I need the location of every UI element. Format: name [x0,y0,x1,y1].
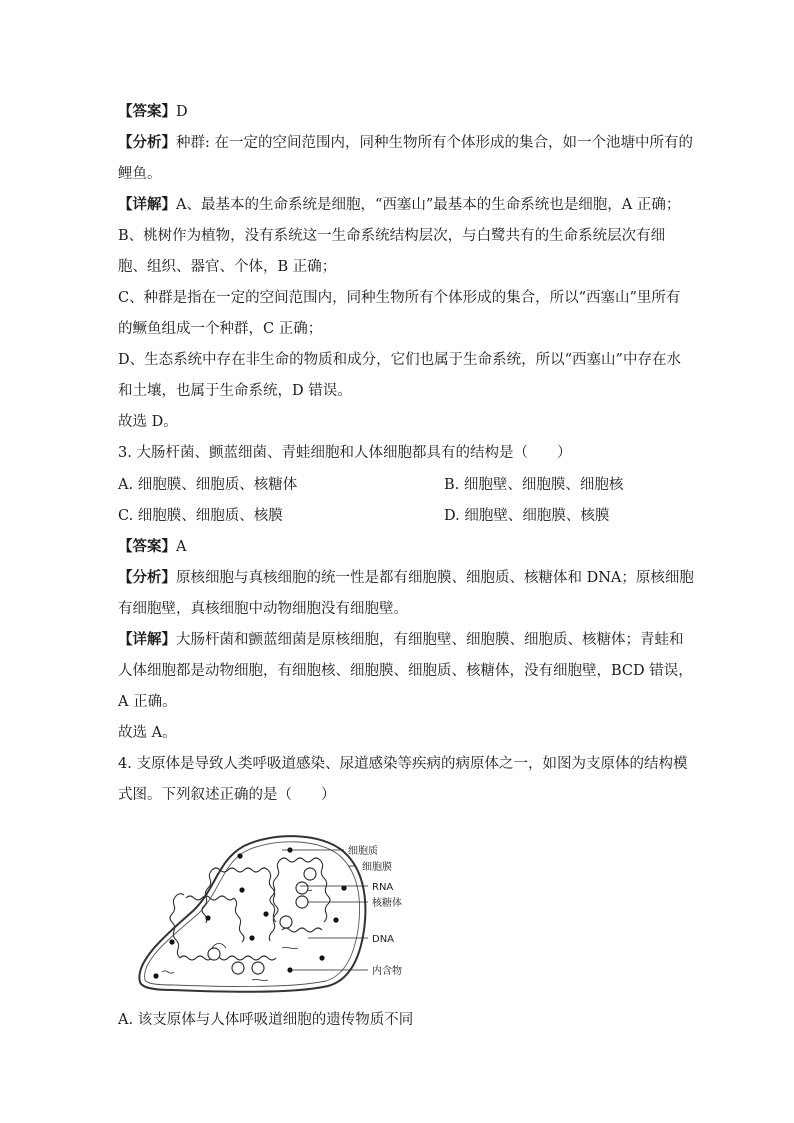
q2-detail-line-5: 的鳜鱼组成一个种群，C 正确； [118,321,323,337]
q3-option-c: C. 细胞膜、细胞质、核膜 [118,508,283,524]
mycoplasma-diagram [132,830,432,1000]
q2-answer: 【答案】D [118,103,188,120]
q3-detail-line-3: A 正确。 [118,694,177,710]
q3-stem: 3. 大肠杆菌、颤蓝细菌、青蛙细胞和人体细胞都具有的结构是（ ） [118,445,572,461]
q2-detail-line-7: 和土壤，也属于生命系统，D 错误。 [118,383,352,399]
label-dna: DNA [372,934,395,945]
q4-option-a: A. 该支原体与人体呼吸道细胞的遗传物质不同 [118,1012,414,1028]
label-cell-membrane: 细胞膜 [362,862,392,873]
q4-stem-line-1: 4. 支原体是导致人类呼吸道感染、尿道感染等疾病的病原体之一，如图为支原体的结构模 [118,756,688,772]
ribosomes [208,868,316,974]
label-ribosome: 核糖体 [372,898,402,909]
q3-option-a: A. 细胞膜、细胞质、核糖体 [118,477,298,493]
q3-analysis-line-2: 有细胞壁，真核细胞中动物细胞没有细胞壁。 [118,601,408,617]
q3-option-b: B. 细胞壁、细胞膜、细胞核 [444,477,624,493]
q3-conclusion: 故选 A。 [118,725,177,741]
q2-detail-line-6: D、生态系统中存在非生命的物质和成分，它们也属于生命系统，所以“西塞山”中存在水 [118,352,681,368]
q2-detail-line-2: B、桃树作为植物，没有系统这一生命系统结构层次，与白鹭共有的生命系统层次有细 [118,228,666,244]
inclusions [153,847,346,978]
q3-detail-line-2: 人体细胞都是动物细胞，有细胞核、细胞膜、细胞质、核糖体，没有细胞壁，BCD 错误， [118,663,693,679]
q2-detail-line-4: C、种群是指在一定的空间范围内，同种生物所有个体形成的集合，所以“西塞山”里所有 [118,290,681,306]
label-inclusion: 内含物 [372,966,402,977]
q2-analysis-line-2: 鲤鱼。 [118,166,162,182]
label-cytoplasm: 细胞质 [348,846,378,857]
cell-cytoplasm-inner-outline [145,842,360,987]
q2-detail-line-3: 胞、组织、器官、个体，B 正确； [118,259,337,275]
label-rna: RNA [372,882,394,893]
q2-analysis-line-1: 【分析】种群: 在一定的空间范围内，同种生物所有个体形成的集合，如一个池塘中所有的 [118,134,693,151]
q3-detail-line-1: 【详解】大肠杆菌和颤蓝细菌是原核细胞，有细胞壁、细胞膜、细胞质、核糖体；青蛙和 [118,631,684,648]
q3-option-d: D. 细胞壁、细胞膜、核膜 [444,508,610,524]
q3-answer: 【答案】A [118,538,187,555]
q2-conclusion: 故选 D。 [118,414,178,430]
q4-stem-line-2: 式图。下列叙述正确的是（ ） [118,787,336,803]
q2-detail-line-1: 【详解】A、最基本的生命系统是细胞，“西塞山”最基本的生命系统也是细胞，A 正确； [118,196,681,213]
q3-analysis-line-1: 【分析】原核细胞与真核细胞的统一性是都有细胞膜、细胞质、核糖体和 DNA；原核细胞 [118,569,694,586]
